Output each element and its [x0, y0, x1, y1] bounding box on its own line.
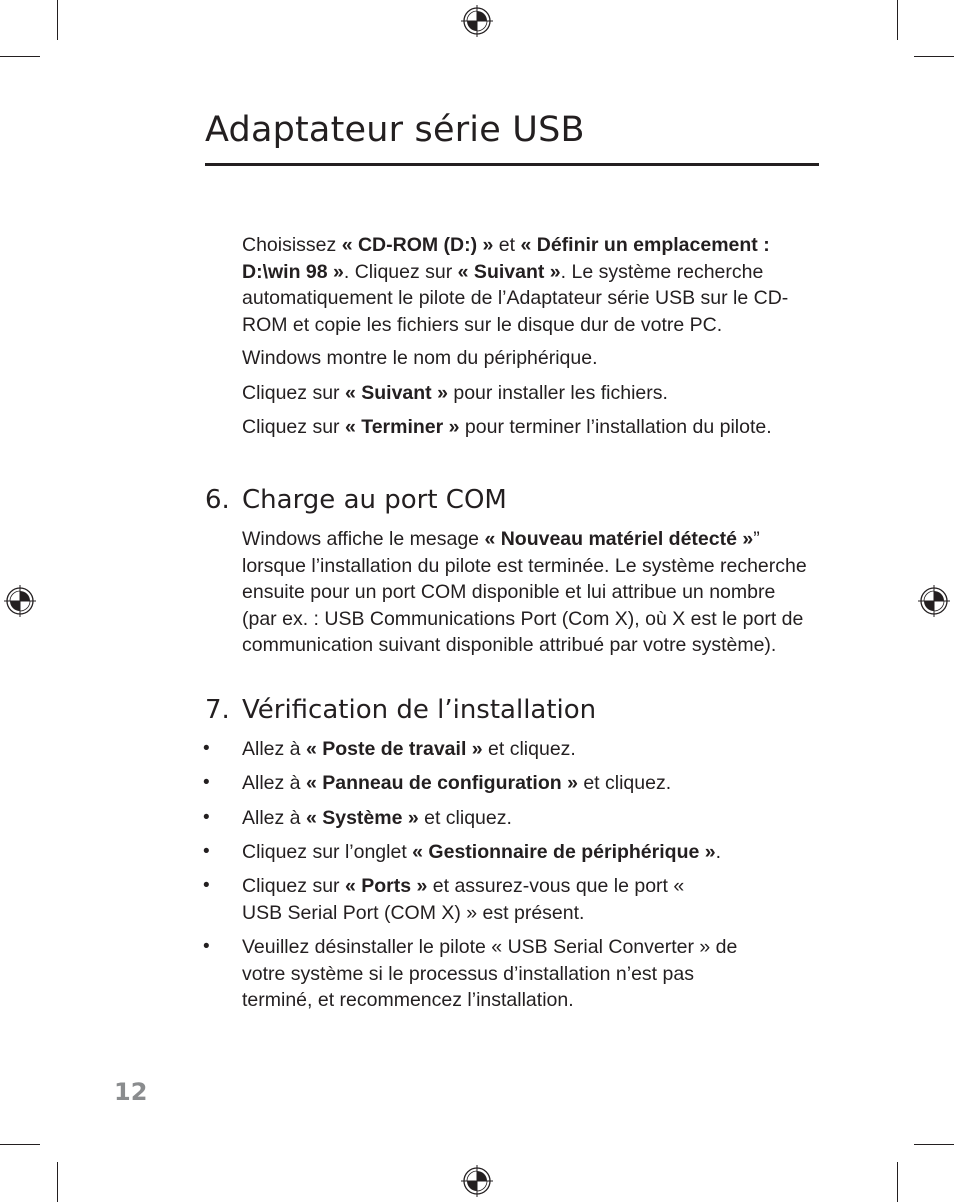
crop-mark [897, 0, 898, 40]
list-item: Allez à « Poste de travail » et cliquez. [242, 738, 576, 760]
crop-mark [914, 56, 954, 57]
section-7-heading [205, 695, 596, 725]
section-6-number: 6. [205, 485, 230, 515]
list-item: Cliquez sur l’onglet « Gestionnaire de périphérique ». [242, 841, 722, 863]
section-7-title: Vérification de l’installation [242, 695, 597, 725]
list-item: Allez à « Panneau de configuration » et cliquez. [242, 772, 672, 794]
registration-mark-icon [3, 584, 37, 618]
crop-mark [897, 1162, 898, 1202]
section-6-paragraph: Windows affiche le mesage « Nouveau matériel détecté »” lorsque l’installation du pilote est terminée. Le système recherche ensuite pour un port COM disponible et lui attribue un nombre (par ex. : USB Communications Port (Com X), où X est le port de communication suivant disponible attribué par votre système). [242, 528, 807, 656]
crop-mark [57, 0, 58, 40]
registration-mark-icon [460, 4, 494, 38]
crop-mark [0, 56, 40, 57]
bullet-icon: • [203, 772, 210, 793]
bullet-icon: • [203, 807, 210, 828]
intro-paragraph-4: Cliquez sur « Terminer » pour terminer l’installation du pilote. [242, 416, 772, 438]
bullet-icon: • [203, 738, 210, 759]
bullet-icon: • [203, 875, 210, 896]
registration-mark-icon [460, 1164, 494, 1198]
intro-paragraph-1: Choisissez « CD-ROM (D:) » et « Définir un emplacement : D:\win 98 ». Cliquez sur « Suivant ». Le système recherche automatiquement le pilote de l’Adaptateur série USB sur le CD-ROM et copie les fichiers sur le disque dur de votre PC. [242, 234, 789, 336]
registration-mark-icon [917, 584, 951, 618]
intro-paragraph-3: Cliquez sur « Suivant » pour installer les fichiers. [242, 382, 668, 404]
section-6-heading [205, 485, 507, 515]
intro-paragraph-2: Windows montre le nom du périphérique. [242, 347, 598, 369]
crop-mark [0, 1144, 40, 1145]
list-item: Allez à « Système » et cliquez. [242, 807, 512, 829]
title-rule [205, 163, 819, 166]
bullet-icon: • [203, 841, 210, 862]
page-title: Adaptateur série USB [205, 110, 585, 150]
crop-mark [57, 1162, 58, 1202]
list-item: Veuillez désinstaller le pilote « USB Serial Converter » de votre système si le processus d’installation n’est pas terminé, et recommencez l’installation. [242, 936, 738, 1011]
list-item: Cliquez sur « Ports » et assurez-vous que le port « USB Serial Port (COM X) » est présent. [242, 875, 685, 924]
section-6-title: Charge au port COM [242, 485, 507, 515]
crop-mark [914, 1144, 954, 1145]
page-number: 12 [114, 1078, 148, 1106]
section-7-number: 7. [205, 695, 230, 725]
bullet-icon: • [203, 936, 210, 957]
